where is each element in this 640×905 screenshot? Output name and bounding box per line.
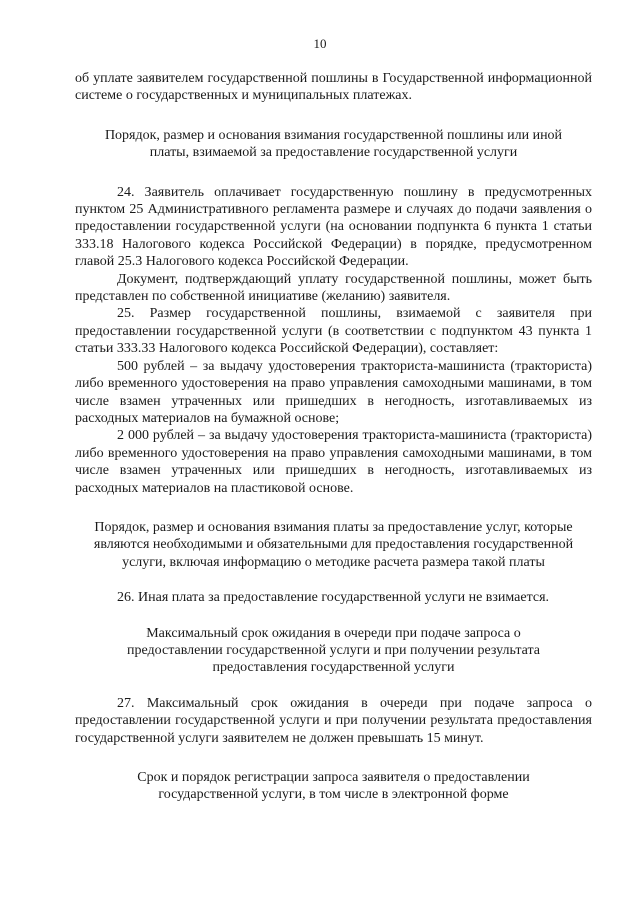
heading-registration: Срок и порядок регистрации запроса заявителя о предоставлении государственной услуги, в том числе в электронной форме	[137, 770, 530, 803]
paragraph-24: 24. Заявитель оплачивает государственную пошлину в предусмотренных пунктом 25 Административного регламента размере и случаях до подачи заявления о предоставлении государственной услуги (на основании подпункта 6 пункта 1 статьи 333.18 Налогового кодекса Российской Федерации) в порядке, предусмотренном главой 25.3 Налогового кодекса Российской Федерации.	[75, 184, 592, 270]
document-body	[75, 70, 592, 804]
paragraph-payment-info: об уплате заявителем государственной пошлины в Государственной информационной системе о государственных и муниципальных платежах.	[75, 71, 592, 104]
paragraph-25: 25. Размер государственной пошлины, взимаемой с заявителя при предоставлении государственной услуги (в соответствии с подпунктом 43 пункта 1 статьи 333.33 Налогового кодекса Российской Федерации), составляет:	[75, 306, 592, 357]
paragraph-fee-2000: 2 000 рублей – за выдачу удостоверения тракториста-машиниста (тракториста) либо временного удостоверения на право управления самоходными машинами, в том числе взамен утраченных или пришедших в негодность, изготавливаемых из расходных материалов на пластиковой основе.	[75, 428, 592, 496]
paragraph-duty-document: Документ, подтверждающий уплату государственной пошлины, может быть представлен по собственной инициативе (желанию) заявителя.	[75, 271, 592, 305]
paragraph-26: 26. Иная плата за предоставление государственной услуги не взимается.	[117, 590, 550, 606]
paragraph-27: 27. Максимальный срок ожидания в очереди при подаче запроса о предоставлении государственной услуги и при получении результата предоставления государственной услуги заявителем не должен превышать 15 минут.	[75, 695, 592, 746]
page-number: 10	[313, 36, 327, 51]
heading-queue-time: Максимальный срок ожидания в очереди при подаче запроса о предоставлении государственной услуги и при получении результата предоставления государственной услуги	[126, 625, 540, 676]
paragraph-fee-500: 500 рублей – за выдачу удостоверения тракториста-машиниста (тракториста) либо временного удостоверения на право управления самоходными машинами, в том числе взамен утраченных или пришедших в негодность, изготавливаемых из расходных материалов на бумажной основе;	[75, 358, 592, 426]
heading-state-duty: Порядок, размер и основания взимания государственной пошлины или иной платы, взимаемой за предоставление государственной услуги	[104, 127, 563, 161]
heading-other-fees: Порядок, размер и основания взимания платы за предоставление услуг, которые являются необходимыми и обязательными для предоставления государственной услуги, включая информацию о методике расчета размера такой платы	[93, 519, 574, 570]
